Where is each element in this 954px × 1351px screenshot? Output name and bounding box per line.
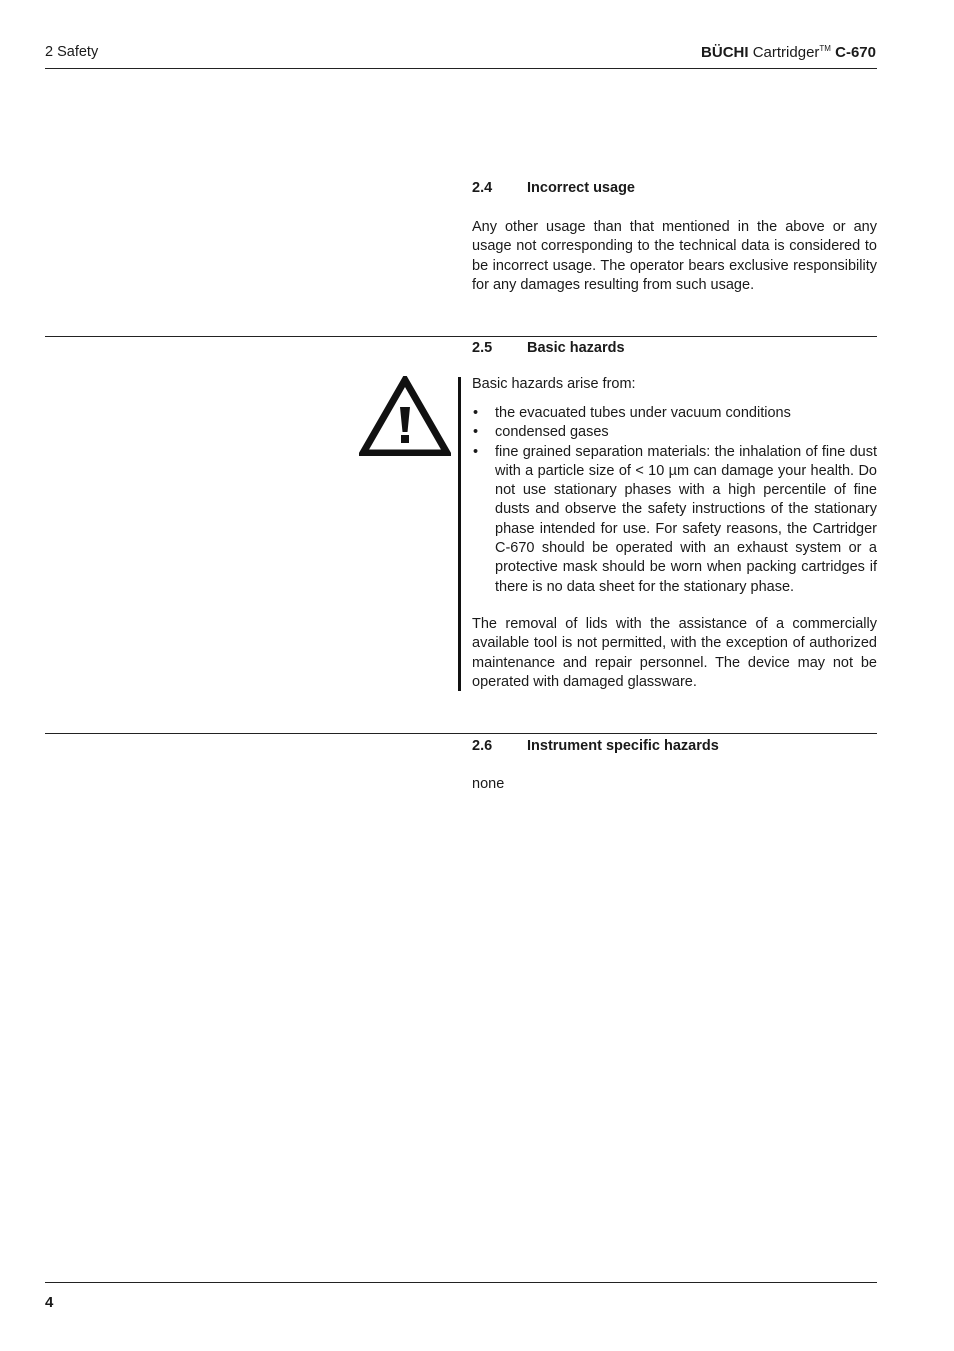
section-2-4-title [472, 180, 635, 196]
section-2-5-title [472, 340, 625, 356]
section-number: 2.4 [472, 180, 493, 196]
section-2-5-rule [45, 336, 877, 337]
model-name: C-670 [835, 44, 876, 61]
section-2-6-rule [45, 733, 877, 734]
chapter-label: 2 Safety [45, 44, 99, 60]
header-rule [45, 68, 877, 69]
section-2-5-closing: The removal of lids with the assistance of a commercially available tool is not permitted, with the exception of authorized maintenance and repair personnel. The device may not be operated with damaged glassware. [472, 616, 877, 690]
list-item: • the evacuated tubes under vacuum conditions [472, 404, 877, 423]
section-heading: Basic hazards [527, 340, 625, 356]
product-name: Cartridger [752, 44, 820, 61]
section-2-4-body: Any other usage than that mentioned in the above or any usage not corresponding to the technical data is considered to be incorrect usage. The operator bears exclusive responsibility for any damages resulting from such usage. [472, 219, 877, 293]
warning-triangle-icon [359, 376, 451, 456]
section-2-5-intro: Basic hazards arise from: [472, 376, 636, 392]
list-item: • condensed gases [472, 423, 877, 442]
warning-side-bar [458, 377, 461, 691]
section-2-6-title [472, 738, 719, 754]
product-header [701, 44, 876, 61]
trademark-mark: TM [819, 44, 831, 53]
section-2-6-body: none [472, 776, 505, 792]
section-heading: Instrument specific hazards [527, 738, 719, 754]
section-number: 2.5 [472, 340, 493, 356]
page-number: 4 [45, 1294, 54, 1311]
footer-rule [45, 1282, 877, 1283]
hazard-list [472, 404, 877, 597]
list-item: • fine grained separation materials: the inhalation of fine dust with a particle size of < 10 µm can damage your health. Do not use stationary phases with a high percentile of fine dusts and observe the safety instructions of the stationary phase intended for use. For safety reasons, the Cartridger C-670 should be operated with an exhaust system or a protective mask should be worn when packing cartridges if there is no data sheet for the stationary phase. [472, 443, 877, 597]
section-heading: Incorrect usage [527, 180, 635, 196]
brand-name: BÜCHI [701, 44, 749, 61]
section-number: 2.6 [472, 738, 493, 754]
